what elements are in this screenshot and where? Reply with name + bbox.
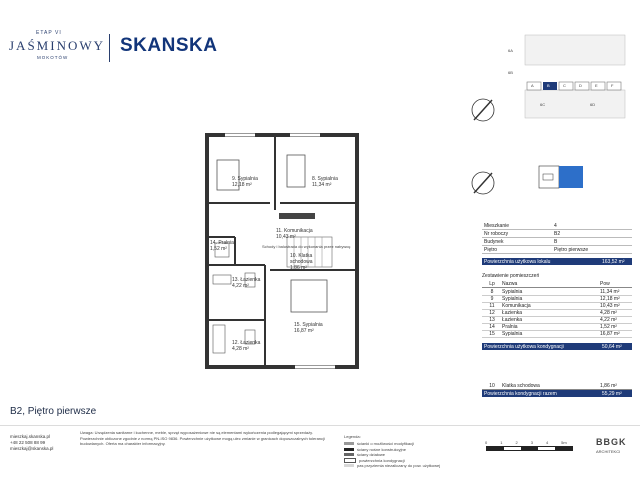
room-label: 10. Klatka schodowa 1,86 m² bbox=[290, 253, 313, 271]
disclaimer: Uwaga: Urządzenia sanitarne i kuchenne, meble, sprzęt wyposażeniowe nie są elementami wykończenia podlegającymi sprzedaży. Powierzchnie obliczone zgodnie z normą PN-ISO 9836. Powierzchnie użytkowe mogą ulec zmianie w granicach dopuszczalnych tolerancji budowlanych. Oferta ma charakter informacyjny. bbox=[80, 430, 325, 446]
floor-area-bar: Powierzchnia użytkowa kondygnacji 50,64 m² bbox=[482, 343, 632, 350]
plan-title: B2, Piętro pierwsze bbox=[10, 406, 97, 417]
bed bbox=[287, 155, 305, 187]
architect-sub: ARCHITEKCI bbox=[596, 449, 621, 454]
scale-labels: 0 1 2 3 4 5m bbox=[485, 440, 567, 445]
room-label: 12. Łazienka 4,28 m² bbox=[232, 340, 261, 352]
room-label: 11. Komunikacja 10,43 m² bbox=[276, 228, 313, 240]
email-link[interactable]: mieszkaj@skanska.pl bbox=[10, 446, 54, 451]
legend-swatch bbox=[344, 458, 356, 463]
room-label: 14. Pralnia 1,52 m² bbox=[210, 240, 234, 252]
site-label: 6C bbox=[540, 102, 546, 107]
developer-logo: SKANSKA bbox=[120, 35, 218, 56]
brand-name: JAŚMINOWY bbox=[9, 38, 105, 53]
room-label: 9. Sypialnia 12,18 m² bbox=[232, 176, 258, 188]
north-arrow-icon bbox=[468, 168, 498, 198]
info-row: Nr roboczy B2 bbox=[482, 230, 632, 238]
room-label: 8. Sypialnia 11,34 m² bbox=[312, 176, 338, 188]
legend-swatch bbox=[344, 442, 354, 445]
rooms-table-header: Lp Nazwa Pow bbox=[482, 280, 632, 288]
table-row: 15 Sypialnia 16,87 m² bbox=[482, 330, 632, 338]
legend: ścianki o możliwości modyfikacji ściany nośne konstrukcyjne ściany działowe powierzchnia kondygnacji pas przyziemia niezaliczany do pow. użytkowej bbox=[344, 441, 464, 469]
legend-swatch bbox=[344, 453, 354, 456]
floor-plan bbox=[195, 125, 375, 380]
scale-bar bbox=[486, 446, 573, 451]
wardrobe bbox=[279, 213, 315, 219]
north-arrow-icon bbox=[468, 95, 498, 125]
plan-note: Schody i balustrada do wykonania przez nabywcę bbox=[262, 244, 351, 249]
stair-row: 10 Klatka schodowa 1,86 m² bbox=[482, 382, 632, 390]
usable-area-bar: Powierzchnia użytkowa lokalu 163,52 m² bbox=[482, 258, 632, 265]
legend-swatch bbox=[344, 448, 354, 451]
brand-district: MOKOTÓW bbox=[37, 55, 69, 60]
phone-number: +48 22 508 88 99 bbox=[10, 440, 46, 445]
table-row: 9 Sypialnia 12,18 m² bbox=[482, 295, 632, 303]
brand-stage: ETAP VI bbox=[36, 30, 62, 36]
table-row: 8 Sypialnia 11,34 m² bbox=[482, 288, 632, 296]
site-label: A bbox=[531, 83, 534, 88]
bed bbox=[291, 280, 327, 312]
rooms-table-title: Zestawienie pomieszczeń bbox=[482, 272, 540, 279]
floor-total-bar: Powierzchnia kondygnacji razem 55,29 m² bbox=[482, 390, 632, 397]
brand-divider bbox=[109, 34, 110, 62]
architect-logo: BBGK bbox=[596, 437, 627, 447]
site-label: 6A bbox=[508, 48, 513, 53]
site-label: 6D bbox=[590, 102, 596, 107]
site-label: D bbox=[579, 83, 582, 88]
building-thumbnail-icon bbox=[537, 162, 587, 192]
site-label: C bbox=[563, 83, 566, 88]
site-label: E bbox=[595, 83, 598, 88]
footer-divider bbox=[0, 425, 640, 426]
contact-block bbox=[10, 434, 53, 452]
site-label: 6B bbox=[508, 70, 513, 75]
site-label: F bbox=[611, 83, 614, 88]
info-row: Mieszkanie 4 bbox=[482, 222, 632, 230]
site-label: B bbox=[547, 83, 550, 88]
info-row: Piętro Piętro pierwsze bbox=[482, 246, 632, 254]
site-map bbox=[505, 30, 630, 120]
table-row: 14 Pralnia 1,52 m² bbox=[482, 323, 632, 331]
table-row: 13 Łazienka 4,22 m² bbox=[482, 316, 632, 324]
table-row: 11 Komunikacja 10,43 m² bbox=[482, 302, 632, 310]
room-label: 13. Łazienka 4,22 m² bbox=[232, 277, 261, 289]
website-link[interactable]: mieszkaj.skanska.pl bbox=[10, 434, 51, 439]
table-row: 12 Łazienka 4,28 m² bbox=[482, 309, 632, 317]
room-label: 15. Sypialnia 16,87 m² bbox=[294, 322, 323, 334]
legend-swatch bbox=[344, 464, 354, 467]
info-row: Budynek B bbox=[482, 238, 632, 246]
legend-title: Legenda: bbox=[344, 434, 361, 439]
